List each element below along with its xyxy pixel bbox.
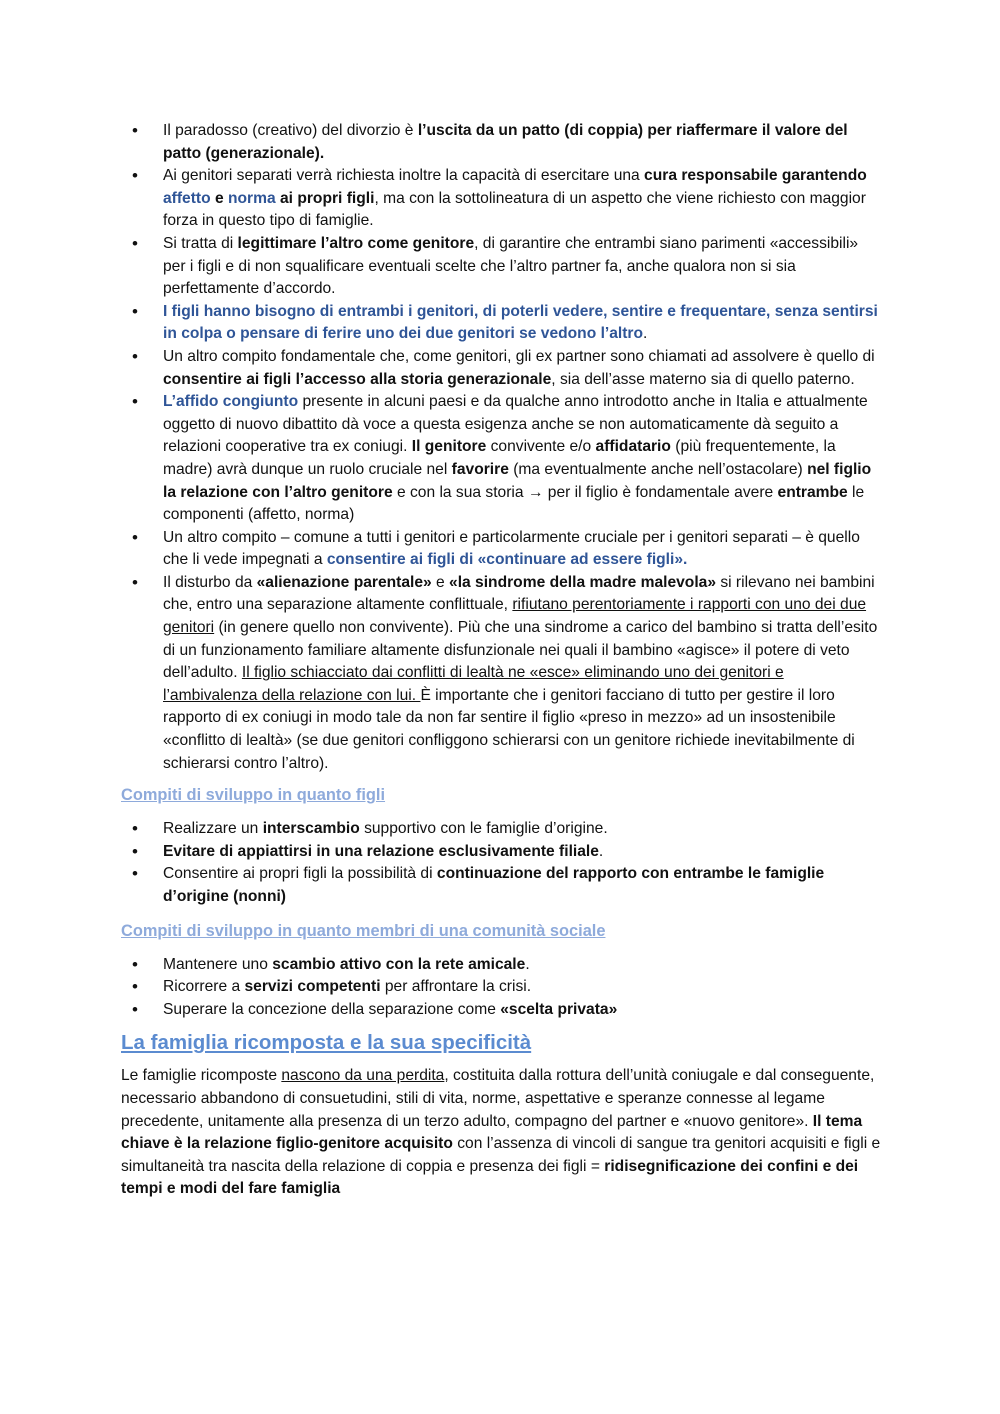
list-item: [121, 999, 881, 1022]
list-item: [121, 165, 881, 233]
text: e con la sua storia: [392, 483, 528, 501]
text: convivente e/o: [486, 438, 596, 456]
text: per il figlio è fondamentale avere: [543, 483, 778, 501]
text: , sia dell’asse materno sia di quello paterno.: [551, 370, 855, 388]
bold-text: e: [210, 189, 228, 207]
text: Il paradosso (creativo) del divorzio è: [163, 122, 418, 139]
text: Ricorrere a: [163, 978, 245, 996]
text: Ai genitori separati verrà richiesta inoltre la capacità di esercitare una: [163, 167, 645, 185]
text: .: [598, 842, 604, 860]
text: , costituita dalla rottura dell’unità coniugale e dal conseguente, necessario abbandono di consuetudini, stili di vita, norme, aspettative e speranze connesse al legame precedente, unitamente alla presenza di un terzo adulto, compagno del partner e «nuovo genitore».: [121, 1067, 875, 1130]
bold-text: Il tema chiave è la relazione figlio-genitore acquisito: [121, 1112, 863, 1153]
bold-text: favorire: [451, 460, 509, 478]
divorce-bullet-list: [121, 120, 881, 775]
text: (ma eventualmente anche nell’ostacolare): [508, 460, 808, 478]
bold-text: entrambe: [777, 483, 848, 501]
text: .: [643, 325, 648, 343]
text: Mantenere uno: [163, 955, 273, 973]
bold-text: affidatario: [595, 438, 671, 456]
page-heading: La famiglia ricomposta e la sua specificità: [121, 1031, 532, 1055]
arrow-icon: →: [527, 483, 544, 501]
bold-text: nel figlio la relazione con l’altro genitore: [163, 460, 872, 501]
bold-text: interscambio: [262, 820, 360, 838]
highlight-text: affetto: [163, 189, 211, 207]
bold-text: Evitare di appiattirsi in una relazione esclusivamente filiale: [163, 842, 599, 860]
text: Un altro compito – comune a tutti i genitori e particolarmente cruciale per i genitori separati – è quello che li vede impegnati a: [163, 528, 860, 569]
text: e: [431, 573, 450, 591]
bold-text: «alienazione parentale»: [256, 573, 432, 591]
list-item: [121, 818, 881, 841]
text: Consentire ai propri figli la possibilità di: [163, 865, 437, 883]
bold-text: legittimare l’altro come genitore: [237, 234, 475, 252]
bold-text: servizi competenti: [244, 978, 381, 996]
text: le componenti (affetto, norma): [163, 483, 865, 524]
highlight-text: norma: [228, 189, 276, 207]
bold-text: «scelta privata»: [500, 1000, 618, 1018]
bold-text: scambio attivo con la rete amicale: [272, 955, 526, 973]
bold-text: ridisegnificazione dei confini e dei tempi e modi del fare famiglia: [121, 1157, 859, 1198]
text: si rilevano nei bambini che, entro una separazione altamente conflittuale,: [163, 573, 875, 614]
sociale-bullet-list: [121, 954, 881, 1022]
section-heading: Compiti di sviluppo in quanto membri di una comunità sociale: [121, 921, 606, 940]
text: Superare la concezione della separazione come: [163, 1000, 501, 1018]
text: (in genere quello non convivente). Più che una sindrome a carico del bambino si tratta dell’esito di un funzionamento familiare altamente disfunzionale nei quali il bambino «agisce» il potere di veto dell’adulto.: [163, 619, 878, 682]
highlight-text: I figli hanno bisogno di entrambi i genitori, di poterli vedere, sentire e frequentare, senza sentirsi in colpa o pensare di ferire uno dei due genitori se vedono l’altro: [163, 302, 878, 343]
list-item: [121, 301, 881, 346]
text: Realizzare un: [163, 820, 263, 838]
figli-bullet-list: [121, 818, 881, 908]
list-item: [121, 954, 881, 977]
list-item: [121, 527, 881, 572]
document-page: [121, 120, 881, 1201]
list-item: [121, 863, 881, 908]
list-item: [121, 391, 881, 527]
text: (più frequentemente, la madre) avrà dunque un ruolo cruciale nel: [163, 438, 836, 478]
text: con l’assenza di vincoli di sangue tra genitori acquisiti e figli e simultaneità tra nascita della relazione di coppia e presenza dei figli =: [121, 1135, 881, 1175]
text: presente in alcuni paesi e da qualche anno introdotto anche in Italia e attualmente oggetto di nuovo dibattito dà voce a questa esigenza anche se non automaticamente dà seguito a relazioni cooperative tra ex coniugi.: [163, 393, 868, 456]
highlight-text: L’affido congiunto: [163, 393, 299, 411]
list-item: [121, 120, 881, 165]
list-item: [121, 346, 881, 391]
bold-text: l’uscita da un patto (di coppia) per riaffermare il valore del patto (generazionale).: [163, 122, 848, 162]
underlined-text: Il figlio schiacciato dai conflitti di lealtà ne «esce» eliminando uno dei genitori e l’ambivalenza della relazione con lui.: [163, 664, 784, 704]
highlight-text: consentire ai figli di «continuare ad essere figli».: [326, 551, 688, 569]
text: per affrontare la crisi.: [380, 978, 532, 996]
bold-text: consentire ai figli l’accesso alla storia generazionale: [163, 370, 552, 388]
text: .: [525, 955, 530, 973]
bold-text: «la sindrome della madre malevola»: [449, 573, 716, 591]
list-item: [121, 976, 881, 999]
bold-text: continuazione del rapporto con entrambe le famiglie d’origine (nonni): [163, 865, 825, 905]
text: Un altro compito fondamentale che, come genitori, gli ex partner sono chiamati ad assolvere è quello di: [163, 347, 875, 365]
text: Si tratta di: [163, 234, 238, 252]
text: , di garantire che entrambi siano parimenti «accessibili» per i figli e di non squalificare eventuali scelte che l’altro partner fa, anche qualora non si sia perfettamente d’accordo.: [163, 234, 859, 298]
text: È importante che i genitori facciano di tutto per gestire il loro rapporto di ex coniugi in modo tale da non far sentire il figlio «preso in mezzo» ad un insostenibile «conflitto di lealtà» (se due genitori confliggono schierarsi con un genitore richiede inevitabilmente di schierarsi contro l’altro).: [163, 686, 855, 772]
list-item: [121, 572, 881, 775]
bold-text: ai propri figli: [275, 189, 375, 207]
underlined-text: rifiutano perentoriamente i rapporti con uno dei due genitori: [163, 596, 867, 637]
underlined-text: nascono da una perdita: [281, 1067, 445, 1085]
text: supportivo con le famiglie d’origine.: [359, 820, 608, 838]
body-paragraph: [121, 1065, 881, 1201]
text: , ma con la sottolineatura di un aspetto che viene richiesto con maggior forza in questo tipo di famiglie.: [163, 189, 866, 230]
bold-text: Il genitore: [411, 438, 487, 456]
list-item: [121, 233, 881, 301]
text: Le famiglie ricomposte: [121, 1067, 282, 1085]
text: Il disturbo da: [163, 573, 257, 591]
list-item: [121, 841, 881, 864]
bold-text: cura responsabile garantendo: [644, 167, 867, 185]
section-heading: Compiti di sviluppo in quanto figli: [121, 786, 386, 805]
